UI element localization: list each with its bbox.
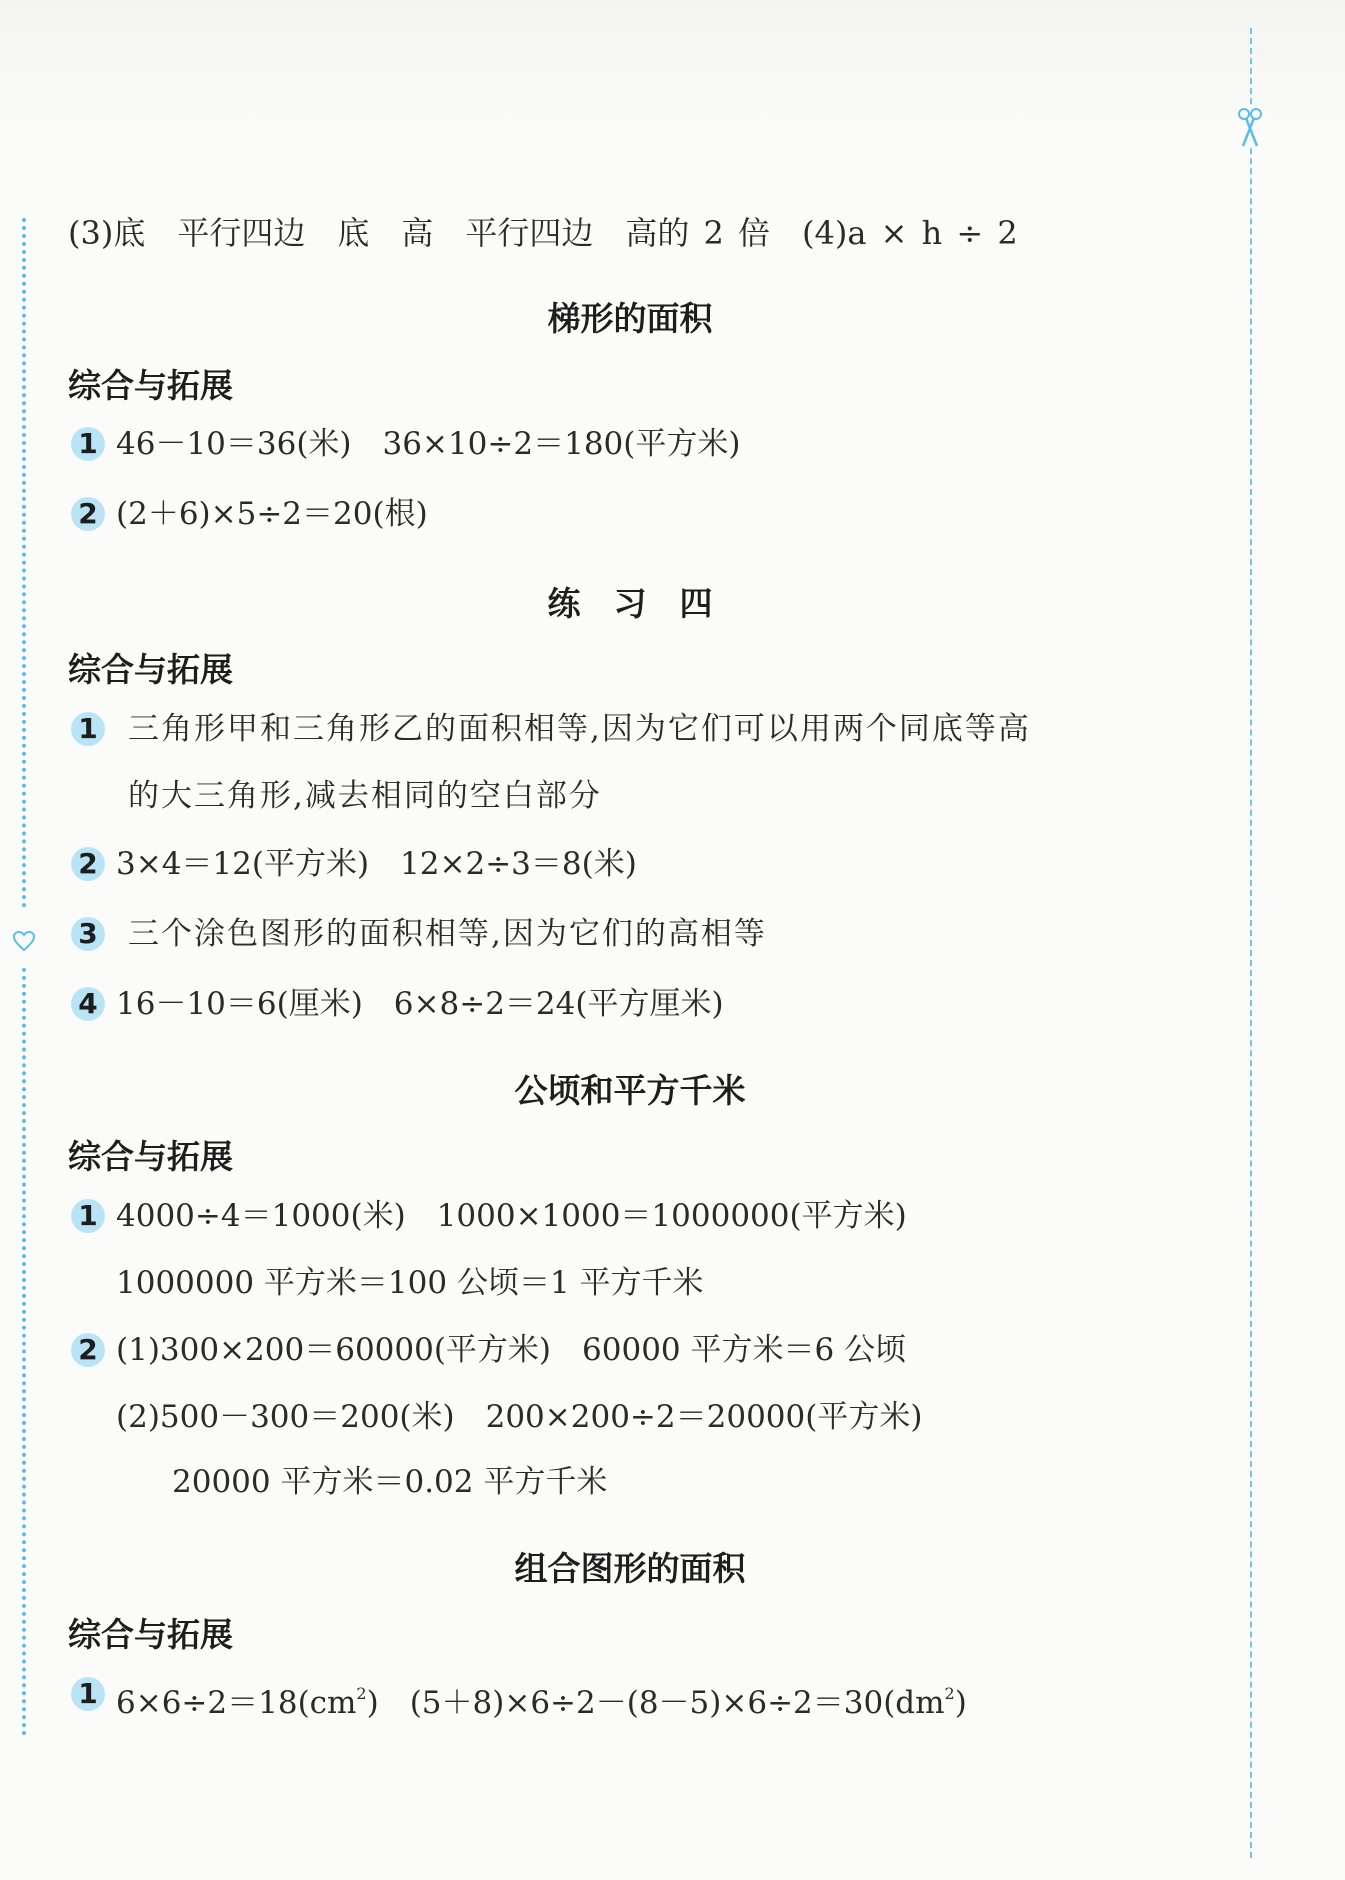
subsection-title: 综合与拓展 xyxy=(68,650,233,689)
answer-line: 16－10＝6(厘米) 6×8÷2＝24(平方厘米) xyxy=(116,986,724,1022)
answer-line xyxy=(116,1674,967,1723)
subsection-title: 综合与拓展 xyxy=(68,1137,233,1176)
answer-line: 3×4＝12(平方米) 12×2÷3＝8(米) xyxy=(116,846,637,882)
item-number-badge: 3 xyxy=(71,917,105,951)
section-title: 练 习 四 xyxy=(547,584,713,623)
answer-line: (2)500－300＝200(米) 200×200÷2＝20000(平方米) xyxy=(116,1399,923,1435)
answer-line: 20000 平方米＝0.02 平方千米 xyxy=(172,1464,608,1500)
item-number-badge: 1 xyxy=(71,712,105,746)
item-number-badge: 2 xyxy=(71,847,105,881)
answer-line: 三个涂色图形的面积相等,因为它们的高相等 xyxy=(128,916,767,952)
item-number-badge: 1 xyxy=(71,1199,105,1233)
subsection-title: 综合与拓展 xyxy=(68,366,233,405)
answer-line: 1000000 平方米＝100 公顷＝1 平方千米 xyxy=(116,1265,704,1301)
formula-text: ) (5＋8)×6÷2－(8－5)×6÷2＝30(dm xyxy=(366,1685,945,1721)
answer-line: 三角形甲和三角形乙的面积相等,因为它们可以用两个同底等高 xyxy=(128,711,1031,747)
scissors-icon xyxy=(1237,108,1263,148)
section-title: 梯形的面积 xyxy=(547,299,713,338)
superscript: 2 xyxy=(944,1684,955,1703)
section-title: 组合图形的面积 xyxy=(514,1549,746,1588)
subsection-title: 综合与拓展 xyxy=(68,1615,233,1654)
answer-line: 46－10＝36(米) 36×10÷2＝180(平方米) xyxy=(116,426,741,462)
item-number-badge: 2 xyxy=(71,497,105,531)
item-number-badge: 4 xyxy=(71,987,105,1021)
formula-text: 6×6÷2＝18(cm xyxy=(116,1685,357,1721)
heart-icon xyxy=(12,930,36,952)
answer-line: 4000÷4＝1000(米) 1000×1000＝1000000(平方米) xyxy=(116,1198,907,1234)
answer-line: (1)300×200＝60000(平方米) 60000 平方米＝6 公顷 xyxy=(116,1332,907,1368)
answer-line: (3)底 平行四边 底 高 平行四边 高的 2 倍 (4)a × h ÷ 2 xyxy=(68,214,1018,252)
answer-line: 的大三角形,减去相同的空白部分 xyxy=(128,778,602,814)
item-number-badge: 1 xyxy=(71,1677,105,1711)
answer-line: (2＋6)×5÷2＝20(根) xyxy=(116,496,428,532)
formula-text: ) xyxy=(954,1685,967,1721)
item-number-badge: 1 xyxy=(71,427,105,461)
superscript: 2 xyxy=(356,1684,367,1703)
item-number-badge: 2 xyxy=(71,1333,105,1367)
section-title: 公顷和平方千米 xyxy=(514,1071,746,1110)
